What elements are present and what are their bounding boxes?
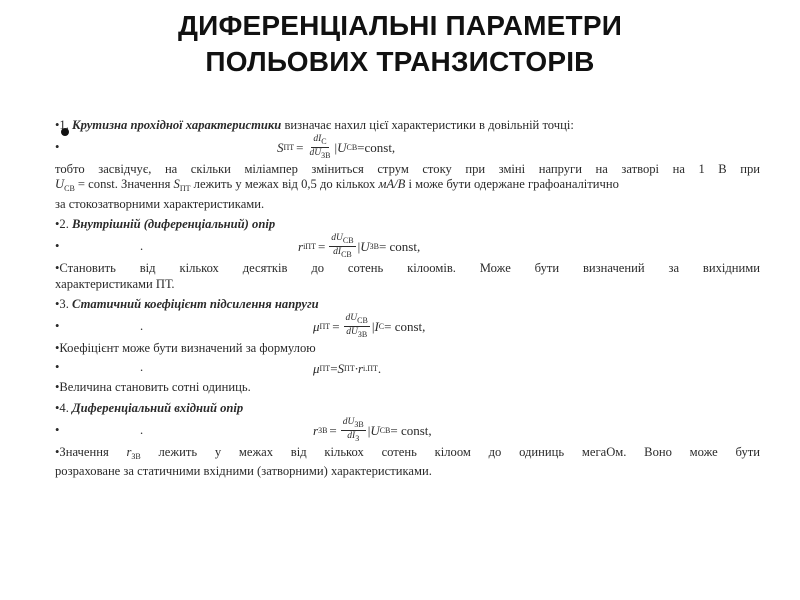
section-2-paragraph-line-1: •Становить від кількох десятків до сотень кілоомів. Може бути визначений за вихідними bbox=[55, 260, 760, 275]
section-4-title: Диференціальний вхідний опір bbox=[72, 400, 244, 415]
section-2-heading: •2. Внутрішній (диференціальний) опір bbox=[55, 217, 276, 232]
formula-row-1: • S ПТ = $\frac{dI_C}{dU_{ЗВ}}$ | U СВ =const, bbox=[55, 134, 396, 161]
formula-gain-coefficient: μ ПТ = $\frac{dU_{СВ}}{dU_{ЗВ}}$ | I C = const, bbox=[313, 313, 426, 340]
title-line-2: ПОЛЬОВИХ ТРАНЗИСТОРІВ bbox=[205, 46, 595, 77]
formula-row-3: • . μ ПТ = $\frac{dU_{СВ}}{dU_{ЗВ}}$ | I C = const, bbox=[55, 313, 426, 340]
section-3-text-1: •Коефіцієнт може бути визначений за формулою bbox=[55, 340, 316, 355]
section-3-title: Статичний коефіцієнт підсилення напруги bbox=[72, 297, 319, 312]
section-4-paragraph-line-2: розраховане за статичними вхідними (затворними) характеристиками. bbox=[55, 464, 432, 479]
section-3-text-2: •Величина становить сотні одиниць. bbox=[55, 380, 251, 395]
section-1-paragraph-line-2: $U_{СВ}$ = const. Значення $S_{ПТ}$ лежить у межах від 0,5 до кількох мА/В і може бути одержане графоаналітично bbox=[55, 177, 619, 194]
section-4-number: 4. bbox=[59, 400, 69, 415]
formula-gain-product: μ ПТ = S ПТ ·r і.ПТ . bbox=[313, 360, 382, 376]
slide-content bbox=[55, 118, 760, 480]
page-title bbox=[0, 8, 800, 80]
formula-transconductance: S ПТ = $\frac{dI_C}{dU_{ЗВ}}$ | U СВ =const, bbox=[277, 134, 396, 161]
section-2-number: 2. bbox=[59, 217, 69, 232]
section-4-paragraph-line-1: •Значення $r_{ЗВ}$ лежить у межах від кількох сотень кілоом до одиниць мегаОм. Воно може бути bbox=[55, 444, 760, 461]
section-1-paragraph-line-3: за стокозатворними характеристиками. bbox=[55, 196, 265, 211]
title-line-1: ДИФЕРЕНЦІАЛЬНІ ПАРАМЕТРИ bbox=[177, 10, 623, 41]
formula-internal-resistance: r іПТ = $\frac{dU_{СВ}}{dI_{СВ}}$ | U ЗВ = const, bbox=[298, 233, 421, 260]
formula-input-resistance: r ЗВ = $\frac{dU_{ЗВ}}{dI_З}$ | U СВ = const, bbox=[313, 417, 432, 444]
formula-row-2: • . r іПТ = $\frac{dU_{СВ}}{dI_{СВ}}$ | U ЗВ = const, bbox=[55, 233, 421, 260]
section-2-title: Внутрішній (диференціальний) опір bbox=[72, 217, 276, 232]
section-1-paragraph-line-1: тобто засвідчує, на скільки міліампер зміниться струм стоку при зміні напруги на затворі на 1 В при bbox=[55, 161, 760, 176]
formula-row-4: • . r ЗВ = $\frac{dU_{ЗВ}}{dI_З}$ | U СВ = const, bbox=[55, 417, 432, 444]
section-1-number: 1. bbox=[59, 118, 69, 132]
section-1-title: Крутизна прохідної характеристики bbox=[72, 118, 282, 132]
section-3-heading: •3. Статичний коефіцієнт підсилення напруги bbox=[55, 297, 319, 312]
section-4-heading: •4. Диференціальний вхідний опір bbox=[55, 400, 244, 415]
section-2-paragraph-line-2: характеристиками ПТ. bbox=[55, 276, 175, 291]
formula-row-3b: • . μ ПТ = S ПТ ·r і.ПТ . bbox=[55, 356, 760, 380]
section-1-heading: •1. Крутизна прохідної характеристики визначає нахил цієї характеристики в довільній точці: bbox=[55, 118, 574, 132]
section-1-intro: визначає нахил цієї характеристики в довільній точці: bbox=[284, 118, 574, 132]
section-3-number: 3. bbox=[59, 297, 69, 312]
